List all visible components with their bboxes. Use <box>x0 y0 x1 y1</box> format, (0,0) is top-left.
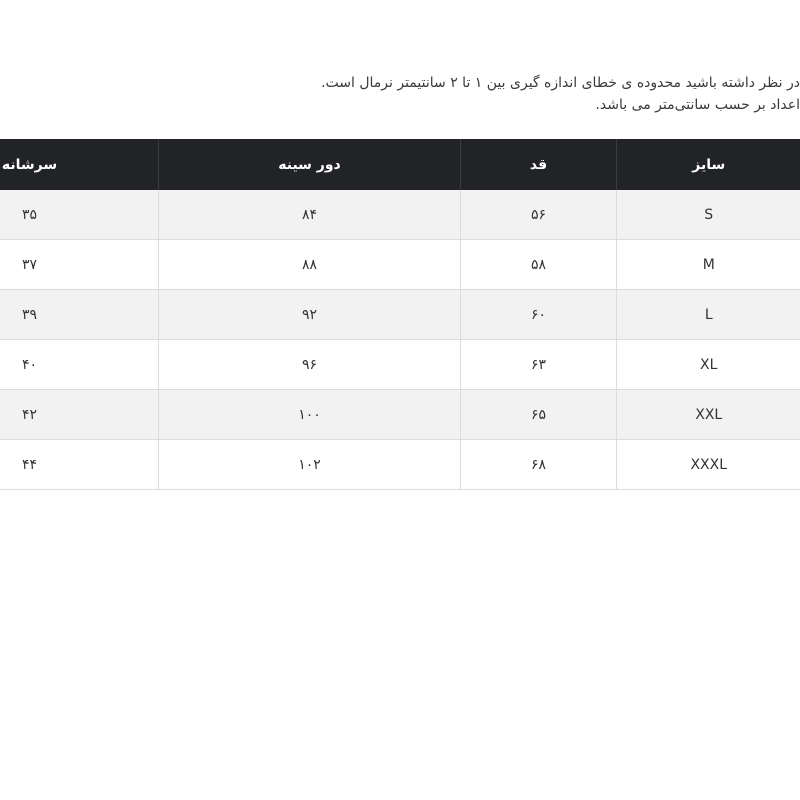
cell-size: XXL <box>617 390 800 440</box>
cell-chest: ۱۰۰ <box>159 390 461 440</box>
cell-height: ۶۰ <box>461 290 617 340</box>
table-header-row <box>0 139 800 190</box>
table-row <box>0 190 800 240</box>
cell-size: XL <box>617 340 800 390</box>
cell-size: XXXL <box>617 440 800 490</box>
note-line-units: اعداد بر حسب سانتی‌متر می باشد. <box>595 97 800 113</box>
cell-height: ۶۳ <box>461 340 617 390</box>
size-table <box>0 139 800 490</box>
cell-chest: ۹۶ <box>159 340 461 390</box>
cell-shoulder: ۴۰ <box>0 340 159 390</box>
header-height: قد <box>461 139 617 190</box>
cell-shoulder: ۳۹ <box>0 290 159 340</box>
cell-size: L <box>617 290 800 340</box>
cell-size: M <box>617 240 800 290</box>
cell-shoulder: ۴۴ <box>0 440 159 490</box>
table-row <box>0 290 800 340</box>
measurement-note <box>20 72 800 116</box>
header-size: سایز <box>617 139 800 190</box>
cell-height: ۶۸ <box>461 440 617 490</box>
note-line-tolerance: در نظر داشته باشید محدوده ی خطای اندازه گیری بین ۱ تا ۲ سانتیمتر نرمال است. <box>321 75 800 91</box>
cell-height: ۵۶ <box>461 190 617 240</box>
table-row <box>0 240 800 290</box>
cell-shoulder: ۴۲ <box>0 390 159 440</box>
cell-chest: ۹۲ <box>159 290 461 340</box>
table-row <box>0 340 800 390</box>
cell-shoulder: ۳۷ <box>0 240 159 290</box>
table-row <box>0 440 800 490</box>
cell-height: ۶۵ <box>461 390 617 440</box>
cell-shoulder: ۳۵ <box>0 190 159 240</box>
header-chest: دور سینه <box>159 139 461 190</box>
header-shoulder: سرشانه <box>0 139 159 190</box>
cell-chest: ۸۸ <box>159 240 461 290</box>
cell-size: S <box>617 190 800 240</box>
cell-chest: ۱۰۲ <box>159 440 461 490</box>
cell-height: ۵۸ <box>461 240 617 290</box>
table-row <box>0 390 800 440</box>
cell-chest: ۸۴ <box>159 190 461 240</box>
